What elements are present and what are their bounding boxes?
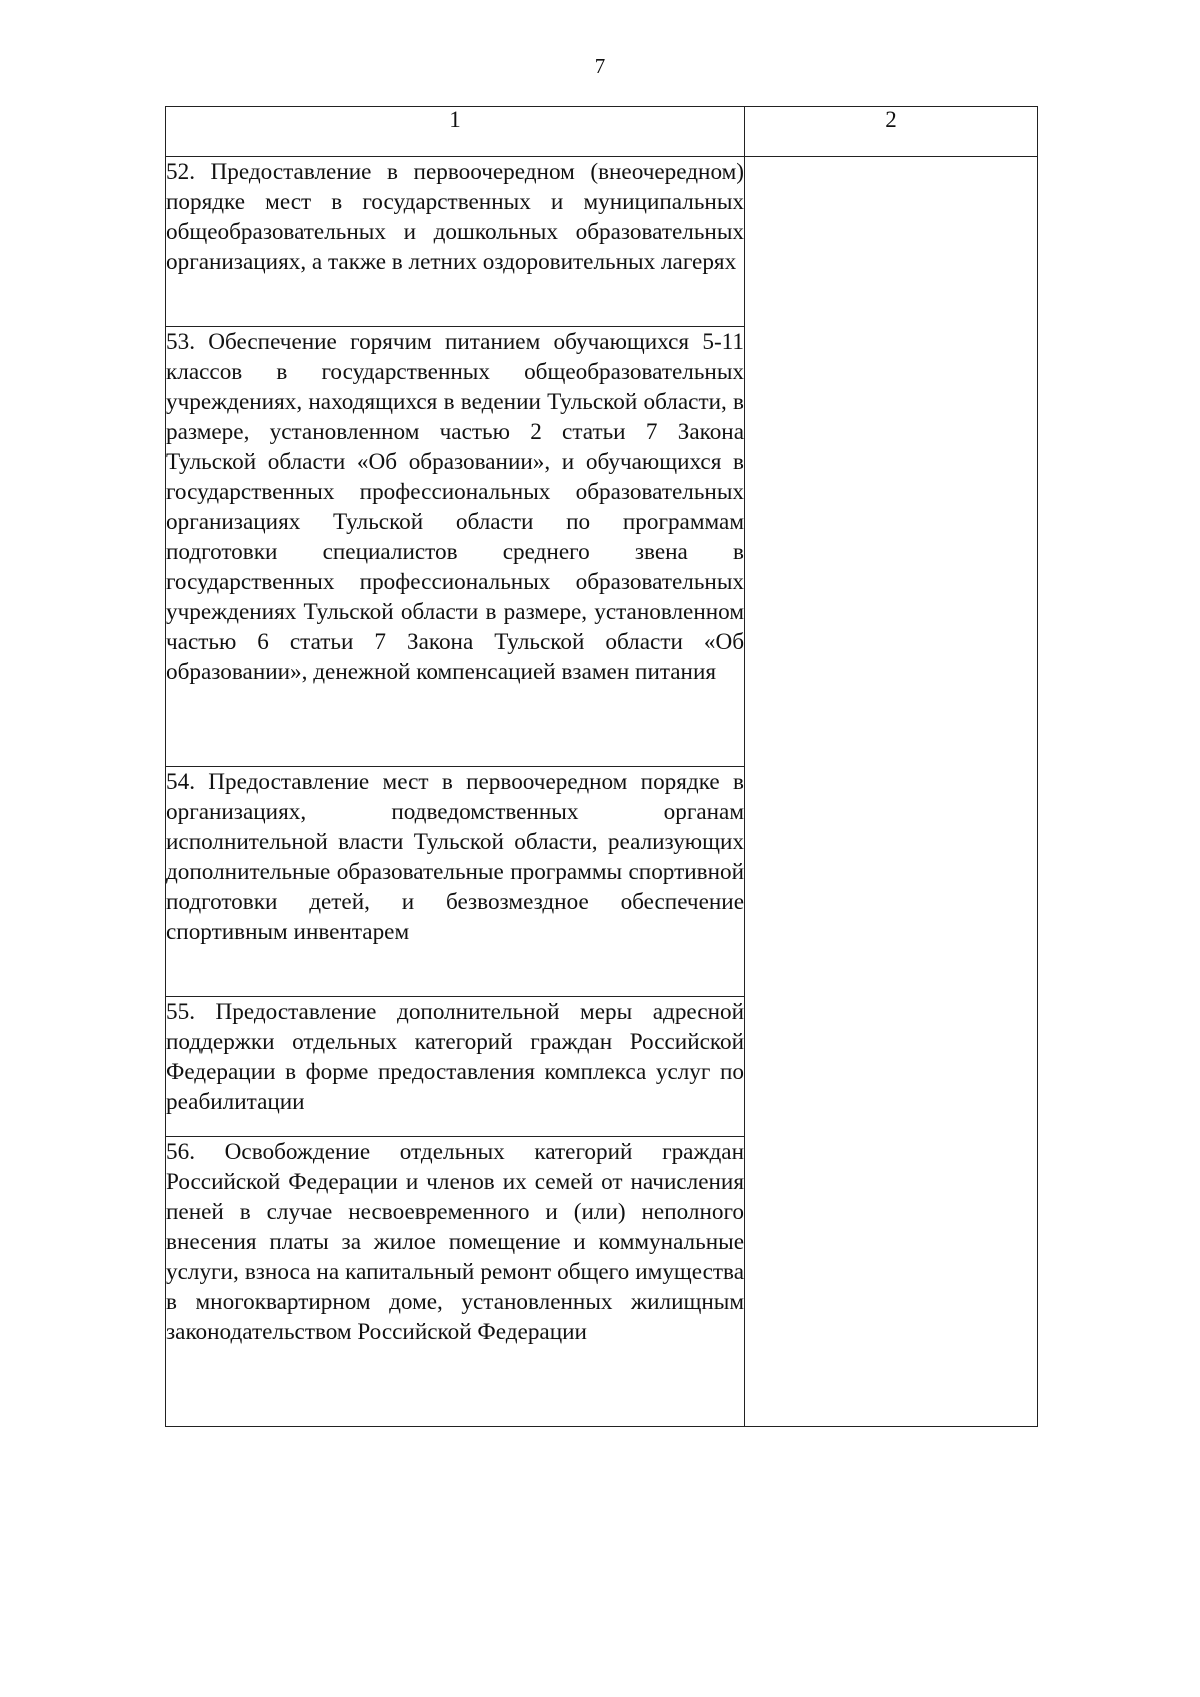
- item-52-description: [166, 157, 745, 327]
- item-56-description: [166, 1137, 745, 1427]
- item-text: 55. Предоставление дополнительной меры адресной поддержки отдельных категорий граждан Российской Федерации в форме предоставления комплекса услуг по реабилитации: [166, 999, 744, 1115]
- column-header-1: 1: [166, 107, 745, 157]
- table-header-row: [166, 107, 1038, 157]
- item-text: 52. Предоставление в первоочередном (внеочередном) порядке мест в государственных и муниципальных общеобразовательных и дошкольных образовательных организациях, а также в летних оздоровительных лагерях: [166, 159, 744, 275]
- table-row-52: [166, 157, 1038, 327]
- item-53-description: [166, 327, 745, 767]
- column-2-cell: [745, 157, 1038, 1427]
- benefits-table: [165, 106, 1038, 1427]
- item-55-description: [166, 997, 745, 1137]
- page-number: 7: [594, 54, 606, 78]
- column-header-2: 2: [745, 107, 1038, 157]
- item-54-description: [166, 767, 745, 997]
- item-text: 56. Освобождение отдельных категорий граждан Российской Федерации и членов их семей от начисления пеней в случае несвоевременного и (или) неполного внесения платы за жилое помещение и коммунальные услуги, взноса на капитальный ремонт общего имущества в многоквартирном доме, установленных жилищным законодательством Российской Федерации: [166, 1139, 744, 1345]
- item-text: 54. Предоставление мест в первоочередном порядке в организациях, подведомственных органам исполнительной власти Тульской области, реализующих дополнительные образовательные программы спортивной подготовки детей, и безвозмездное обеспечение спортивным инвентарем: [166, 769, 744, 945]
- item-text: 53. Обеспечение горячим питанием обучающихся 5-11 классов в государственных общеобразовательных учреждениях, находящихся в ведении Тульской области, в размере, установленном частью 2 статьи 7 Закона Тульской области «Об образовании», и обучающихся в государственных профессиональных образовательных организациях Тульской области по программам подготовки специалистов среднего звена в государственных профессиональных образовательных учреждениях Тульской области в размере, установленном частью 6 статьи 7 Закона Тульской области «Об образовании», денежной компенсацией взамен питания: [166, 329, 744, 685]
